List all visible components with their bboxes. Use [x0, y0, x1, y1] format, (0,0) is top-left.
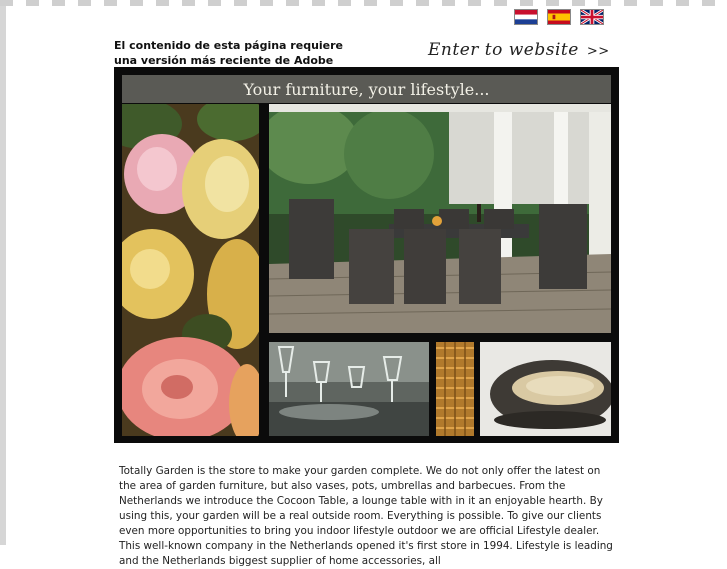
enter-website-link[interactable] [428, 40, 610, 60]
left-decorative-rule [0, 6, 6, 545]
top-decorative-strip [0, 0, 727, 6]
flash-plugin-notice [114, 38, 354, 68]
language-selector [514, 9, 604, 25]
dutch-flag-icon[interactable] [514, 9, 538, 25]
flash-notice-line1: El contenido de esta página requiere [114, 39, 344, 52]
hero-banner-title: Your furniture, your lifestyle... [243, 79, 490, 99]
glassware-photo [269, 342, 429, 436]
uk-flag-icon[interactable] [580, 9, 604, 25]
cocoon-lounger-photo [480, 342, 611, 436]
flash-notice-line2: una versión más reciente de Adobe [114, 54, 334, 67]
spanish-flag-icon[interactable] [547, 9, 571, 25]
hero-collage [114, 67, 619, 443]
hero-banner [122, 75, 611, 103]
enter-website-label: Enter to website [428, 40, 579, 60]
terrace-dining-photo [269, 104, 611, 333]
wicker-texture-photo [436, 342, 474, 436]
enter-arrows-icon: >> [586, 44, 610, 59]
intro-paragraph: Totally Garden is the store to make your garden complete. We do not only offer the latest on the area of garden furniture, but also vases, pots, umbrellas and barbecues. From the Netherlands we introduce the Cocoon Table, a lounge table with in it an enjoyable hearth. By using this, your garden will be a real outside room. Everything is possible. To give our clients even more opportunities to bring you indoor lifestyle outdoor we are official Lifestyle dealer. This well-known company in the Netherlands opened it's first store in 1994. Lifestyle is leading and the Netherlands biggest supplier of home accessories, all [119, 465, 613, 567]
roses-photo [122, 104, 259, 436]
